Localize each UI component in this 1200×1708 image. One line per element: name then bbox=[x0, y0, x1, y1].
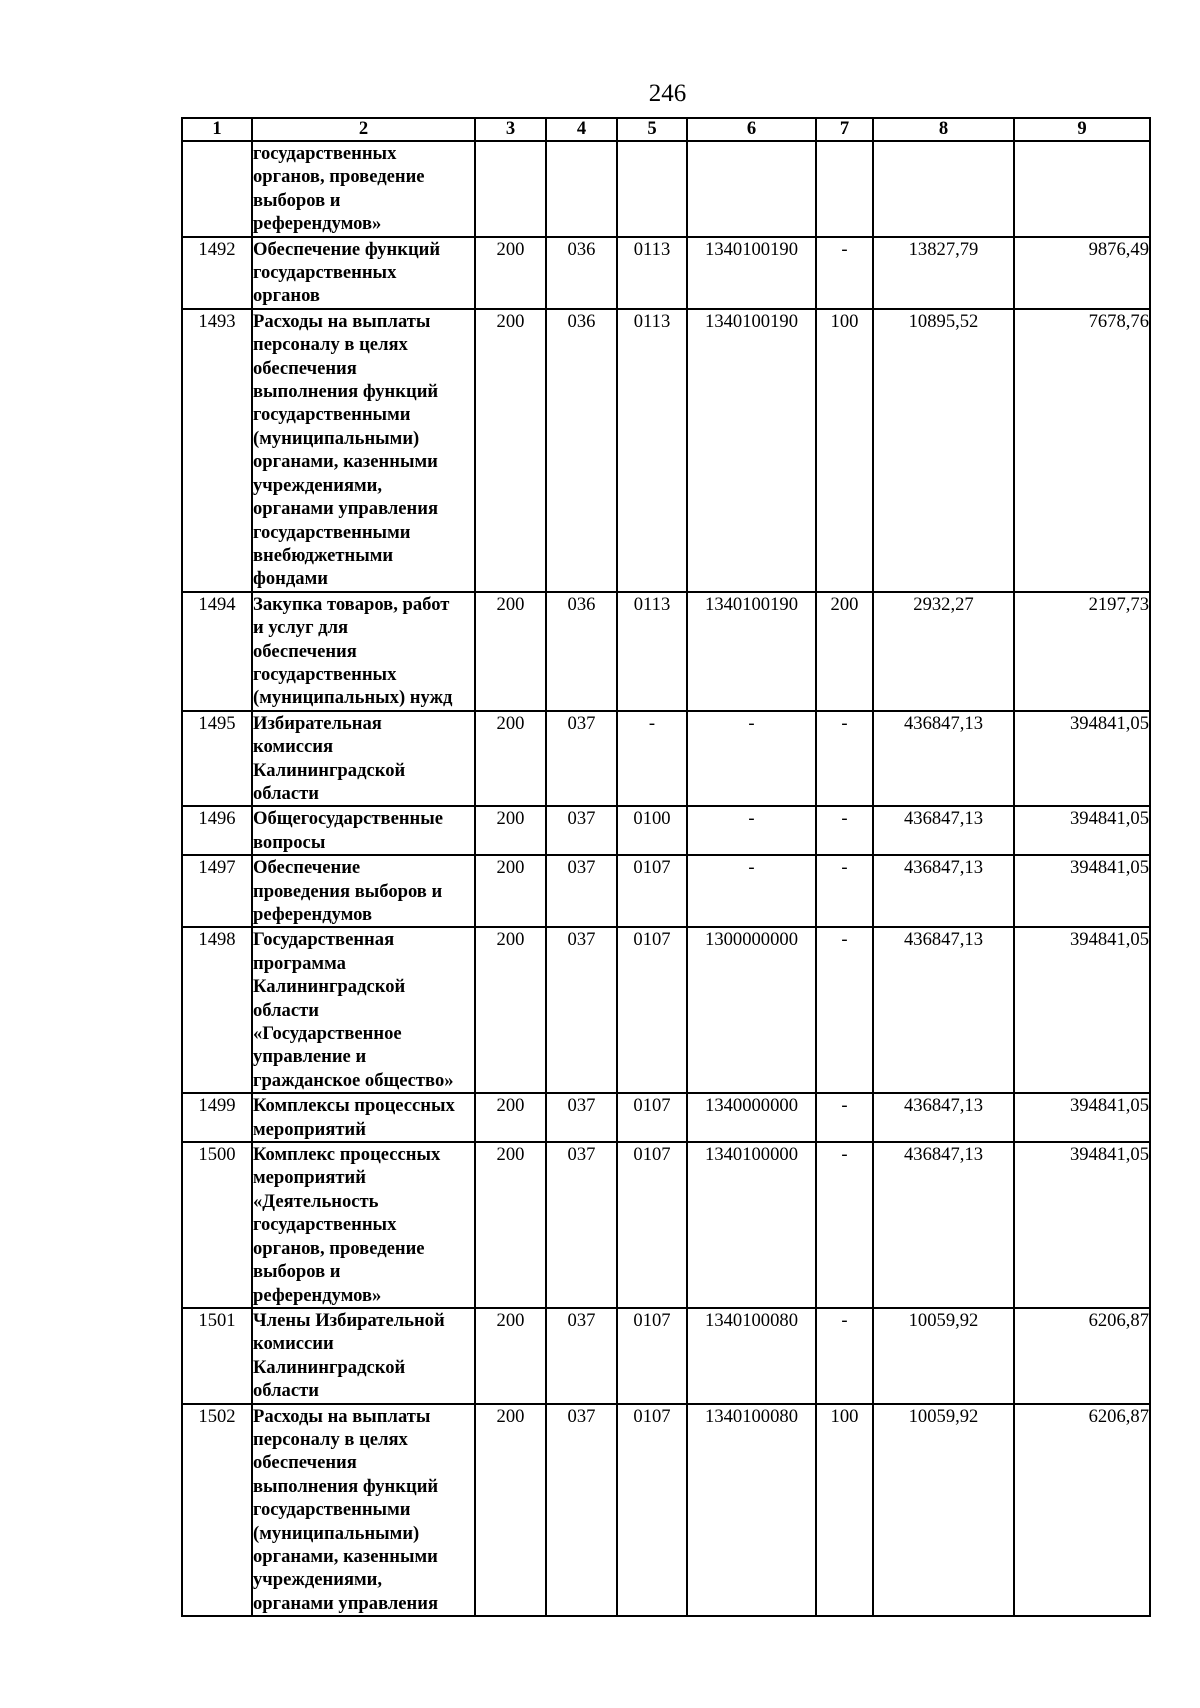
col-7-type: 200 bbox=[816, 592, 873, 711]
expense-name: Комплексы процессных мероприятий bbox=[252, 1093, 475, 1142]
col-6-target: 1340100080 bbox=[687, 1308, 816, 1404]
col-5-section: - bbox=[617, 711, 687, 807]
expense-name: Закупка товаров, работ и услуг для обеспечения государственных (муниципальных) нужд bbox=[252, 592, 475, 711]
col-5-section: 0107 bbox=[617, 927, 687, 1093]
col-5-section: 0113 bbox=[617, 592, 687, 711]
col-8-amount: 10895,52 bbox=[873, 309, 1014, 592]
col-9-amount: 394841,05 bbox=[1014, 711, 1150, 807]
column-header: 8 bbox=[873, 118, 1014, 141]
col-9-amount: 9876,49 bbox=[1014, 237, 1150, 309]
table-row bbox=[182, 141, 1150, 237]
col-6-target: 1340100190 bbox=[687, 592, 816, 711]
col-7-type: - bbox=[816, 855, 873, 927]
table-row bbox=[182, 1142, 1150, 1308]
row-number: 1500 bbox=[182, 1142, 252, 1308]
column-header: 2 bbox=[252, 118, 475, 141]
col-4-code bbox=[546, 141, 617, 237]
col-9-amount: 394841,05 bbox=[1014, 1142, 1150, 1308]
expense-name: Расходы на выплаты персоналу в целях обеспечения выполнения функций государственными (муниципальными) органами, казенными учреждениями, органами управления государственными внебюджетными фондами bbox=[252, 309, 475, 592]
col-8-amount: 436847,13 bbox=[873, 855, 1014, 927]
table-row bbox=[182, 806, 1150, 855]
col-7-type: - bbox=[816, 806, 873, 855]
col-8-amount: 436847,13 bbox=[873, 711, 1014, 807]
col-7-type: - bbox=[816, 1142, 873, 1308]
col-5-section: 0113 bbox=[617, 309, 687, 592]
col-3-code: 200 bbox=[475, 309, 546, 592]
column-header: 6 bbox=[687, 118, 816, 141]
expense-name: Комплекс процессных мероприятий «Деятельность государственных органов, проведение выборов и референдумов» bbox=[252, 1142, 475, 1308]
row-number: 1494 bbox=[182, 592, 252, 711]
col-4-code: 036 bbox=[546, 237, 617, 309]
col-3-code: 200 bbox=[475, 927, 546, 1093]
table-row bbox=[182, 237, 1150, 309]
col-9-amount: 394841,05 bbox=[1014, 855, 1150, 927]
col-6-target: 1340100000 bbox=[687, 1142, 816, 1308]
col-8-amount: 436847,13 bbox=[873, 927, 1014, 1093]
row-number: 1493 bbox=[182, 309, 252, 592]
col-7-type: - bbox=[816, 237, 873, 309]
table-row bbox=[182, 1308, 1150, 1404]
row-number: 1497 bbox=[182, 855, 252, 927]
expense-name: Государственная программа Калининградской области «Государственное управление и гражданское общество» bbox=[252, 927, 475, 1093]
col-7-type: - bbox=[816, 1308, 873, 1404]
page-number: 246 bbox=[648, 80, 687, 107]
col-8-amount: 13827,79 bbox=[873, 237, 1014, 309]
col-8-amount: 436847,13 bbox=[873, 1093, 1014, 1142]
col-4-code: 037 bbox=[546, 927, 617, 1093]
column-header: 5 bbox=[617, 118, 687, 141]
column-header: 9 bbox=[1014, 118, 1150, 141]
col-3-code: 200 bbox=[475, 592, 546, 711]
table-row bbox=[182, 855, 1150, 927]
col-9-amount: 394841,05 bbox=[1014, 927, 1150, 1093]
col-9-amount: 6206,87 bbox=[1014, 1404, 1150, 1617]
row-number: 1502 bbox=[182, 1404, 252, 1617]
table-row bbox=[182, 711, 1150, 807]
table-body bbox=[182, 141, 1150, 1616]
expense-name: Избирательная комиссия Калининградской области bbox=[252, 711, 475, 807]
table-row bbox=[182, 309, 1150, 592]
col-9-amount bbox=[1014, 141, 1150, 237]
col-8-amount: 436847,13 bbox=[873, 806, 1014, 855]
col-3-code: 200 bbox=[475, 806, 546, 855]
expense-name: Общегосударственные вопросы bbox=[252, 806, 475, 855]
col-6-target: 1340100080 bbox=[687, 1404, 816, 1617]
expense-name: Обеспечение проведения выборов и референдумов bbox=[252, 855, 475, 927]
expense-name: государственных органов, проведение выборов и референдумов» bbox=[252, 141, 475, 237]
col-9-amount: 6206,87 bbox=[1014, 1308, 1150, 1404]
header-row bbox=[182, 118, 1150, 141]
col-6-target bbox=[687, 141, 816, 237]
col-9-amount: 394841,05 bbox=[1014, 806, 1150, 855]
col-6-target: 1340000000 bbox=[687, 1093, 816, 1142]
table-row bbox=[182, 592, 1150, 711]
col-5-section: 0107 bbox=[617, 1142, 687, 1308]
col-9-amount: 2197,73 bbox=[1014, 592, 1150, 711]
expense-name: Обеспечение функций государственных органов bbox=[252, 237, 475, 309]
col-6-target: - bbox=[687, 855, 816, 927]
col-5-section: 0100 bbox=[617, 806, 687, 855]
expense-name: Расходы на выплаты персоналу в целях обеспечения выполнения функций государственными (муниципальными) органами, казенными учреждениями, органами управления bbox=[252, 1404, 475, 1617]
col-6-target: - bbox=[687, 806, 816, 855]
row-number: 1501 bbox=[182, 1308, 252, 1404]
col-4-code: 037 bbox=[546, 1142, 617, 1308]
column-header: 1 bbox=[182, 118, 252, 141]
row-number: 1495 bbox=[182, 711, 252, 807]
col-3-code: 200 bbox=[475, 237, 546, 309]
row-number: 1496 bbox=[182, 806, 252, 855]
column-header: 4 bbox=[546, 118, 617, 141]
col-7-type bbox=[816, 141, 873, 237]
col-5-section: 0107 bbox=[617, 1308, 687, 1404]
expense-name: Члены Избирательной комиссии Калининградской области bbox=[252, 1308, 475, 1404]
col-8-amount: 436847,13 bbox=[873, 1142, 1014, 1308]
col-7-type: - bbox=[816, 1093, 873, 1142]
row-number: 1498 bbox=[182, 927, 252, 1093]
col-9-amount: 394841,05 bbox=[1014, 1093, 1150, 1142]
col-4-code: 037 bbox=[546, 855, 617, 927]
col-7-type: - bbox=[816, 927, 873, 1093]
col-5-section: 0107 bbox=[617, 1404, 687, 1617]
col-7-type: - bbox=[816, 711, 873, 807]
table-row bbox=[182, 1093, 1150, 1142]
column-header: 3 bbox=[475, 118, 546, 141]
col-4-code: 036 bbox=[546, 309, 617, 592]
col-6-target: 1340100190 bbox=[687, 237, 816, 309]
col-4-code: 037 bbox=[546, 1308, 617, 1404]
table-row bbox=[182, 1404, 1150, 1617]
row-number: 1499 bbox=[182, 1093, 252, 1142]
col-8-amount: 2932,27 bbox=[873, 592, 1014, 711]
col-6-target: 1340100190 bbox=[687, 309, 816, 592]
col-6-target: 1300000000 bbox=[687, 927, 816, 1093]
col-7-type: 100 bbox=[816, 309, 873, 592]
col-9-amount: 7678,76 bbox=[1014, 309, 1150, 592]
col-4-code: 036 bbox=[546, 592, 617, 711]
col-5-section: 0107 bbox=[617, 855, 687, 927]
col-3-code: 200 bbox=[475, 711, 546, 807]
col-3-code bbox=[475, 141, 546, 237]
row-number: 1492 bbox=[182, 237, 252, 309]
col-3-code: 200 bbox=[475, 1093, 546, 1142]
col-4-code: 037 bbox=[546, 806, 617, 855]
table-row bbox=[182, 927, 1150, 1093]
col-4-code: 037 bbox=[546, 1093, 617, 1142]
col-7-type: 100 bbox=[816, 1404, 873, 1617]
row-number bbox=[182, 141, 252, 237]
col-4-code: 037 bbox=[546, 711, 617, 807]
col-3-code: 200 bbox=[475, 1142, 546, 1308]
col-5-section: 0113 bbox=[617, 237, 687, 309]
col-3-code: 200 bbox=[475, 855, 546, 927]
budget-table bbox=[181, 117, 1151, 1617]
column-header: 7 bbox=[816, 118, 873, 141]
col-3-code: 200 bbox=[475, 1308, 546, 1404]
col-4-code: 037 bbox=[546, 1404, 617, 1617]
col-5-section bbox=[617, 141, 687, 237]
col-8-amount bbox=[873, 141, 1014, 237]
col-5-section: 0107 bbox=[617, 1093, 687, 1142]
col-8-amount: 10059,92 bbox=[873, 1404, 1014, 1617]
col-8-amount: 10059,92 bbox=[873, 1308, 1014, 1404]
col-6-target: - bbox=[687, 711, 816, 807]
col-3-code: 200 bbox=[475, 1404, 546, 1617]
